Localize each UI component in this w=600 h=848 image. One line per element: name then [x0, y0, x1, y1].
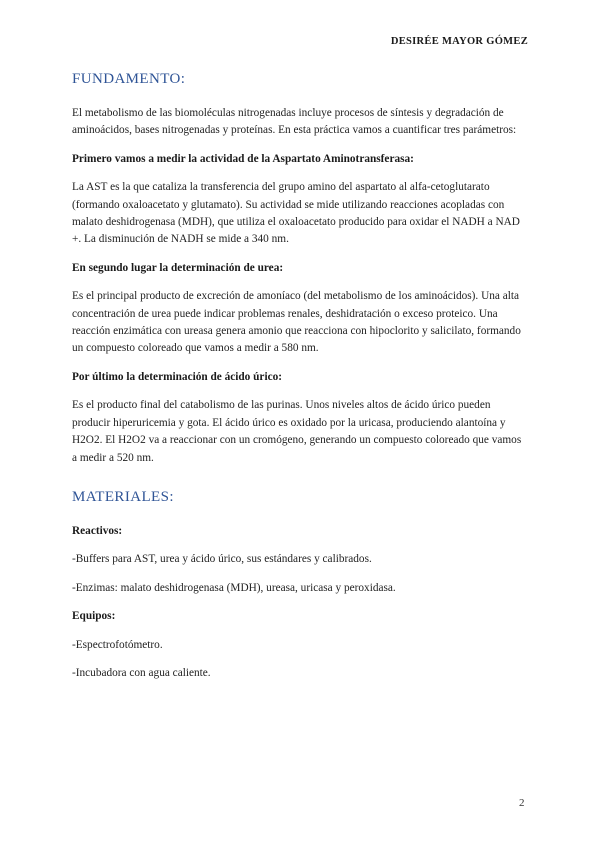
- page-number: 2: [519, 797, 525, 809]
- ast-heading: Primero vamos a medir la actividad de la Aspartato Aminotransferasa:: [72, 152, 414, 165]
- equipo-item: -Incubadora con agua caliente.: [72, 666, 211, 679]
- urea-heading: En segundo lugar la determinación de urea:: [72, 261, 284, 274]
- section-title-materiales: MATERIALES:: [72, 488, 174, 505]
- reactivo-item: -Enzimas: malato deshidrogenasa (MDH), ureasa, uricasa y peroxidasa.: [72, 581, 396, 594]
- page-content: [72, 70, 528, 682]
- equipos-heading: Equipos:: [72, 610, 116, 623]
- section-title-fundamento: FUNDAMENTO:: [72, 71, 186, 87]
- equipo-item: -Espectrofotómetro.: [72, 638, 163, 651]
- reactivos-heading: Reactivos:: [72, 524, 123, 537]
- header-author: DESIRÉE MAYOR GÓMEZ: [390, 36, 528, 47]
- ast-text: La AST es la que cataliza la transferencia del grupo amino del aspartato al alfa-cetoglutarato (formando oxaloacetato y glutamato). Su actividad se mide utilizando reacciones acopladas con malato deshidrogenasa (MDH), que utiliza el oxaloacetato producido para oxidar el NADH a NAD +. La disminución de NADH se mide a 340 nm.: [72, 181, 520, 246]
- uric-acid-heading: Por último la determinación de ácido úrico:: [72, 370, 283, 383]
- reactivo-item: -Buffers para AST, urea y ácido úrico, sus estándares y calibrados.: [72, 553, 372, 566]
- fundamento-intro: El metabolismo de las biomoléculas nitrogenadas incluye procesos de síntesis y degradación de aminoácidos, bases nitrogenadas y proteínas. En esta práctica vamos a cuantificar tres parámetros:: [72, 107, 517, 137]
- uric-acid-text: Es el producto final del catabolismo de las purinas. Unos niveles altos de ácido úrico pueden producir hiperuricemia y gota. El ácido úrico es oxidado por la uricasa, produciendo alantoína y H2O2. El H2O2 va a reaccionar con un cromógeno, generando un compuesto coloreado que vamos a medir a 520 nm.: [72, 399, 522, 464]
- urea-text: Es el principal producto de excreción de amoníaco (del metabolismo de los aminoácidos). Una alta concentración de urea puede indicar problemas renales, deshidratación o exceso proteico. Una reacción enzimática con ureasa genera amonio que reacciona con hipoclorito y salicilato, formando un compuesto coloreado que vamos a medir a 580 nm.: [72, 290, 521, 355]
